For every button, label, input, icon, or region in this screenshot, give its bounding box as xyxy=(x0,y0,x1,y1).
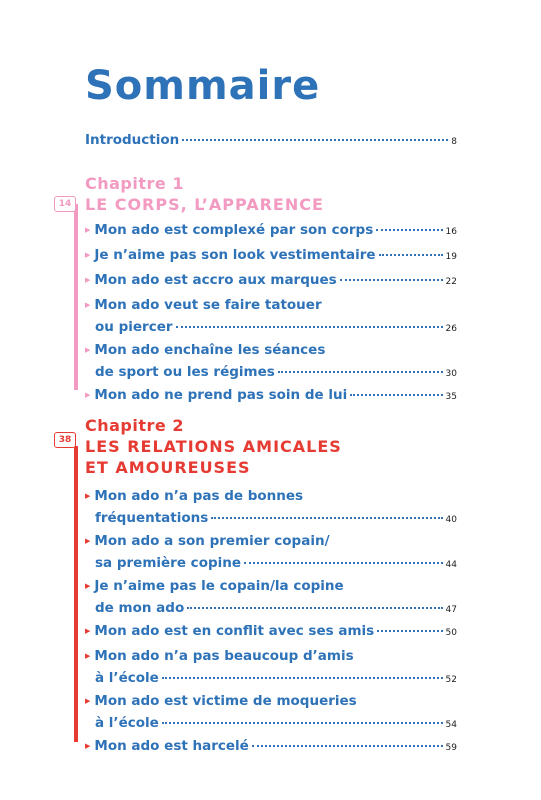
chapter2-title-line: ET AMOUREUSES xyxy=(85,458,251,477)
toc-entry-text: Mon ado est complexé par son corps xyxy=(94,222,374,238)
chapter1-title: LE CORPS, L’APPARENCE xyxy=(85,195,324,214)
bullet-arrow-icon: ▶ xyxy=(85,301,91,309)
toc-entry-text: Mon ado a son premier copain/ xyxy=(94,533,330,549)
dot-leader xyxy=(176,326,443,328)
toc-entry-page: 47 xyxy=(445,605,457,615)
toc-entry-text: Je n’aime pas son look vestimentaire xyxy=(94,247,376,263)
chapter2-title xyxy=(85,436,342,478)
toc-entry[interactable] xyxy=(85,531,457,575)
toc-entry-page: 40 xyxy=(445,515,457,525)
toc-entry-text: à l’école xyxy=(95,715,159,731)
dot-leader xyxy=(278,371,443,373)
toc-entry-text: Mon ado veut se faire tatouer xyxy=(94,297,322,313)
toc-entry-line xyxy=(85,691,457,713)
toc-entry-line xyxy=(85,598,457,620)
toc-entry-page: 44 xyxy=(445,560,457,570)
toc-entry-line xyxy=(85,646,457,668)
toc-entry-line xyxy=(85,736,457,758)
toc-entry-text: Je n’aime pas le copain/la copine xyxy=(94,578,344,594)
toc-entry-line xyxy=(85,385,457,407)
toc-entry-text: à l’école xyxy=(95,670,159,686)
toc-entry-page: 30 xyxy=(445,369,457,379)
toc-entry-text: Mon ado ne prend pas soin de lui xyxy=(94,387,348,403)
toc-entry[interactable] xyxy=(85,220,457,242)
chapter1-bar xyxy=(74,204,78,390)
introduction-label: Introduction xyxy=(85,132,180,148)
bullet-arrow-icon: ▶ xyxy=(85,742,91,750)
bullet-arrow-icon: ▶ xyxy=(85,391,91,399)
dot-leader xyxy=(162,677,443,679)
dot-leader xyxy=(376,229,442,231)
toc-entry-page: 59 xyxy=(445,743,457,753)
dot-leader xyxy=(252,745,443,747)
toc-entry-page: 35 xyxy=(445,392,457,402)
toc-entry-line xyxy=(85,486,457,508)
chapter2-title-line: LES RELATIONS AMICALES xyxy=(85,437,342,456)
toc-entry-page: 54 xyxy=(445,720,457,730)
toc-entry-line xyxy=(85,295,457,317)
toc-entry-text: Mon ado n’a pas beaucoup d’amis xyxy=(94,648,354,664)
toc-entry-line xyxy=(85,576,457,598)
toc-entry-text: Mon ado est accro aux marques xyxy=(94,272,337,288)
chapter2-label: Chapitre 2 xyxy=(85,416,184,435)
toc-entry-text: ou piercer xyxy=(95,319,173,335)
toc-entry-line xyxy=(85,245,457,267)
introduction-page: 8 xyxy=(451,137,457,147)
toc-entry[interactable] xyxy=(85,270,457,292)
toc-entry[interactable] xyxy=(85,576,457,620)
toc-entry-page: 50 xyxy=(445,628,457,638)
dot-leader xyxy=(162,722,443,724)
bullet-arrow-icon: ▶ xyxy=(85,276,91,284)
bullet-arrow-icon: ▶ xyxy=(85,582,91,590)
dot-leader xyxy=(340,279,443,281)
toc-entry[interactable] xyxy=(85,621,457,643)
bullet-arrow-icon: ▶ xyxy=(85,346,91,354)
toc-entry[interactable] xyxy=(85,691,457,735)
dot-leader xyxy=(211,517,442,519)
toc-entry-line xyxy=(85,531,457,553)
toc-entry-line xyxy=(85,621,457,643)
dot-leader xyxy=(379,254,443,256)
toc-entry-line xyxy=(85,340,457,362)
toc-entry-text: Mon ado est harcelé xyxy=(94,738,249,754)
dot-leader xyxy=(182,139,448,141)
toc-entry-line xyxy=(85,270,457,292)
toc-entry[interactable] xyxy=(85,486,457,530)
toc-entry[interactable] xyxy=(85,646,457,690)
toc-entry[interactable] xyxy=(85,340,457,384)
dot-leader xyxy=(187,607,442,609)
toc-entry-text: Mon ado n’a pas de bonnes xyxy=(94,488,304,504)
toc-entry-line xyxy=(85,713,457,735)
toc-entry-page: 22 xyxy=(445,277,457,287)
toc-entry-text: de mon ado xyxy=(95,600,185,616)
toc-introduction[interactable] xyxy=(85,134,457,148)
toc-entry-line xyxy=(85,553,457,575)
bullet-arrow-icon: ▶ xyxy=(85,627,91,635)
dot-leader xyxy=(244,562,443,564)
chapter2-number: 38 xyxy=(54,432,76,448)
chapter2-bar xyxy=(74,446,78,742)
toc-entry-page: 19 xyxy=(445,252,457,262)
toc-entry-line xyxy=(85,220,457,242)
toc-entry-line xyxy=(85,508,457,530)
bullet-arrow-icon: ▶ xyxy=(85,697,91,705)
bullet-arrow-icon: ▶ xyxy=(85,492,91,500)
chapter1-label: Chapitre 1 xyxy=(85,174,184,193)
chapter1-number: 14 xyxy=(54,196,76,212)
toc-entry-text: Mon ado enchaîne les séances xyxy=(94,342,326,358)
toc-entry-text: Mon ado est en conflit avec ses amis xyxy=(94,623,375,639)
toc-entry-text: Mon ado est victime de moqueries xyxy=(94,693,357,709)
toc-entry[interactable] xyxy=(85,385,457,407)
toc-entry-text: sa première copine xyxy=(95,555,242,571)
toc-entry-page: 52 xyxy=(445,675,457,685)
toc-entry[interactable] xyxy=(85,245,457,267)
toc-entry-line xyxy=(85,362,457,384)
bullet-arrow-icon: ▶ xyxy=(85,251,91,259)
dot-leader xyxy=(350,394,442,396)
toc-entry[interactable] xyxy=(85,295,457,339)
bullet-arrow-icon: ▶ xyxy=(85,226,91,234)
toc-entry-text: fréquentations xyxy=(95,510,209,526)
bullet-arrow-icon: ▶ xyxy=(85,537,91,545)
page-title: Sommaire xyxy=(85,63,321,109)
toc-entry-page: 26 xyxy=(445,324,457,334)
toc-entry[interactable] xyxy=(85,736,457,758)
dot-leader xyxy=(377,630,442,632)
toc-entry-page: 16 xyxy=(445,227,457,237)
toc-entry-text: de sport ou les régimes xyxy=(95,364,275,380)
toc-entry-line xyxy=(85,668,457,690)
toc-entry-line xyxy=(85,317,457,339)
bullet-arrow-icon: ▶ xyxy=(85,652,91,660)
